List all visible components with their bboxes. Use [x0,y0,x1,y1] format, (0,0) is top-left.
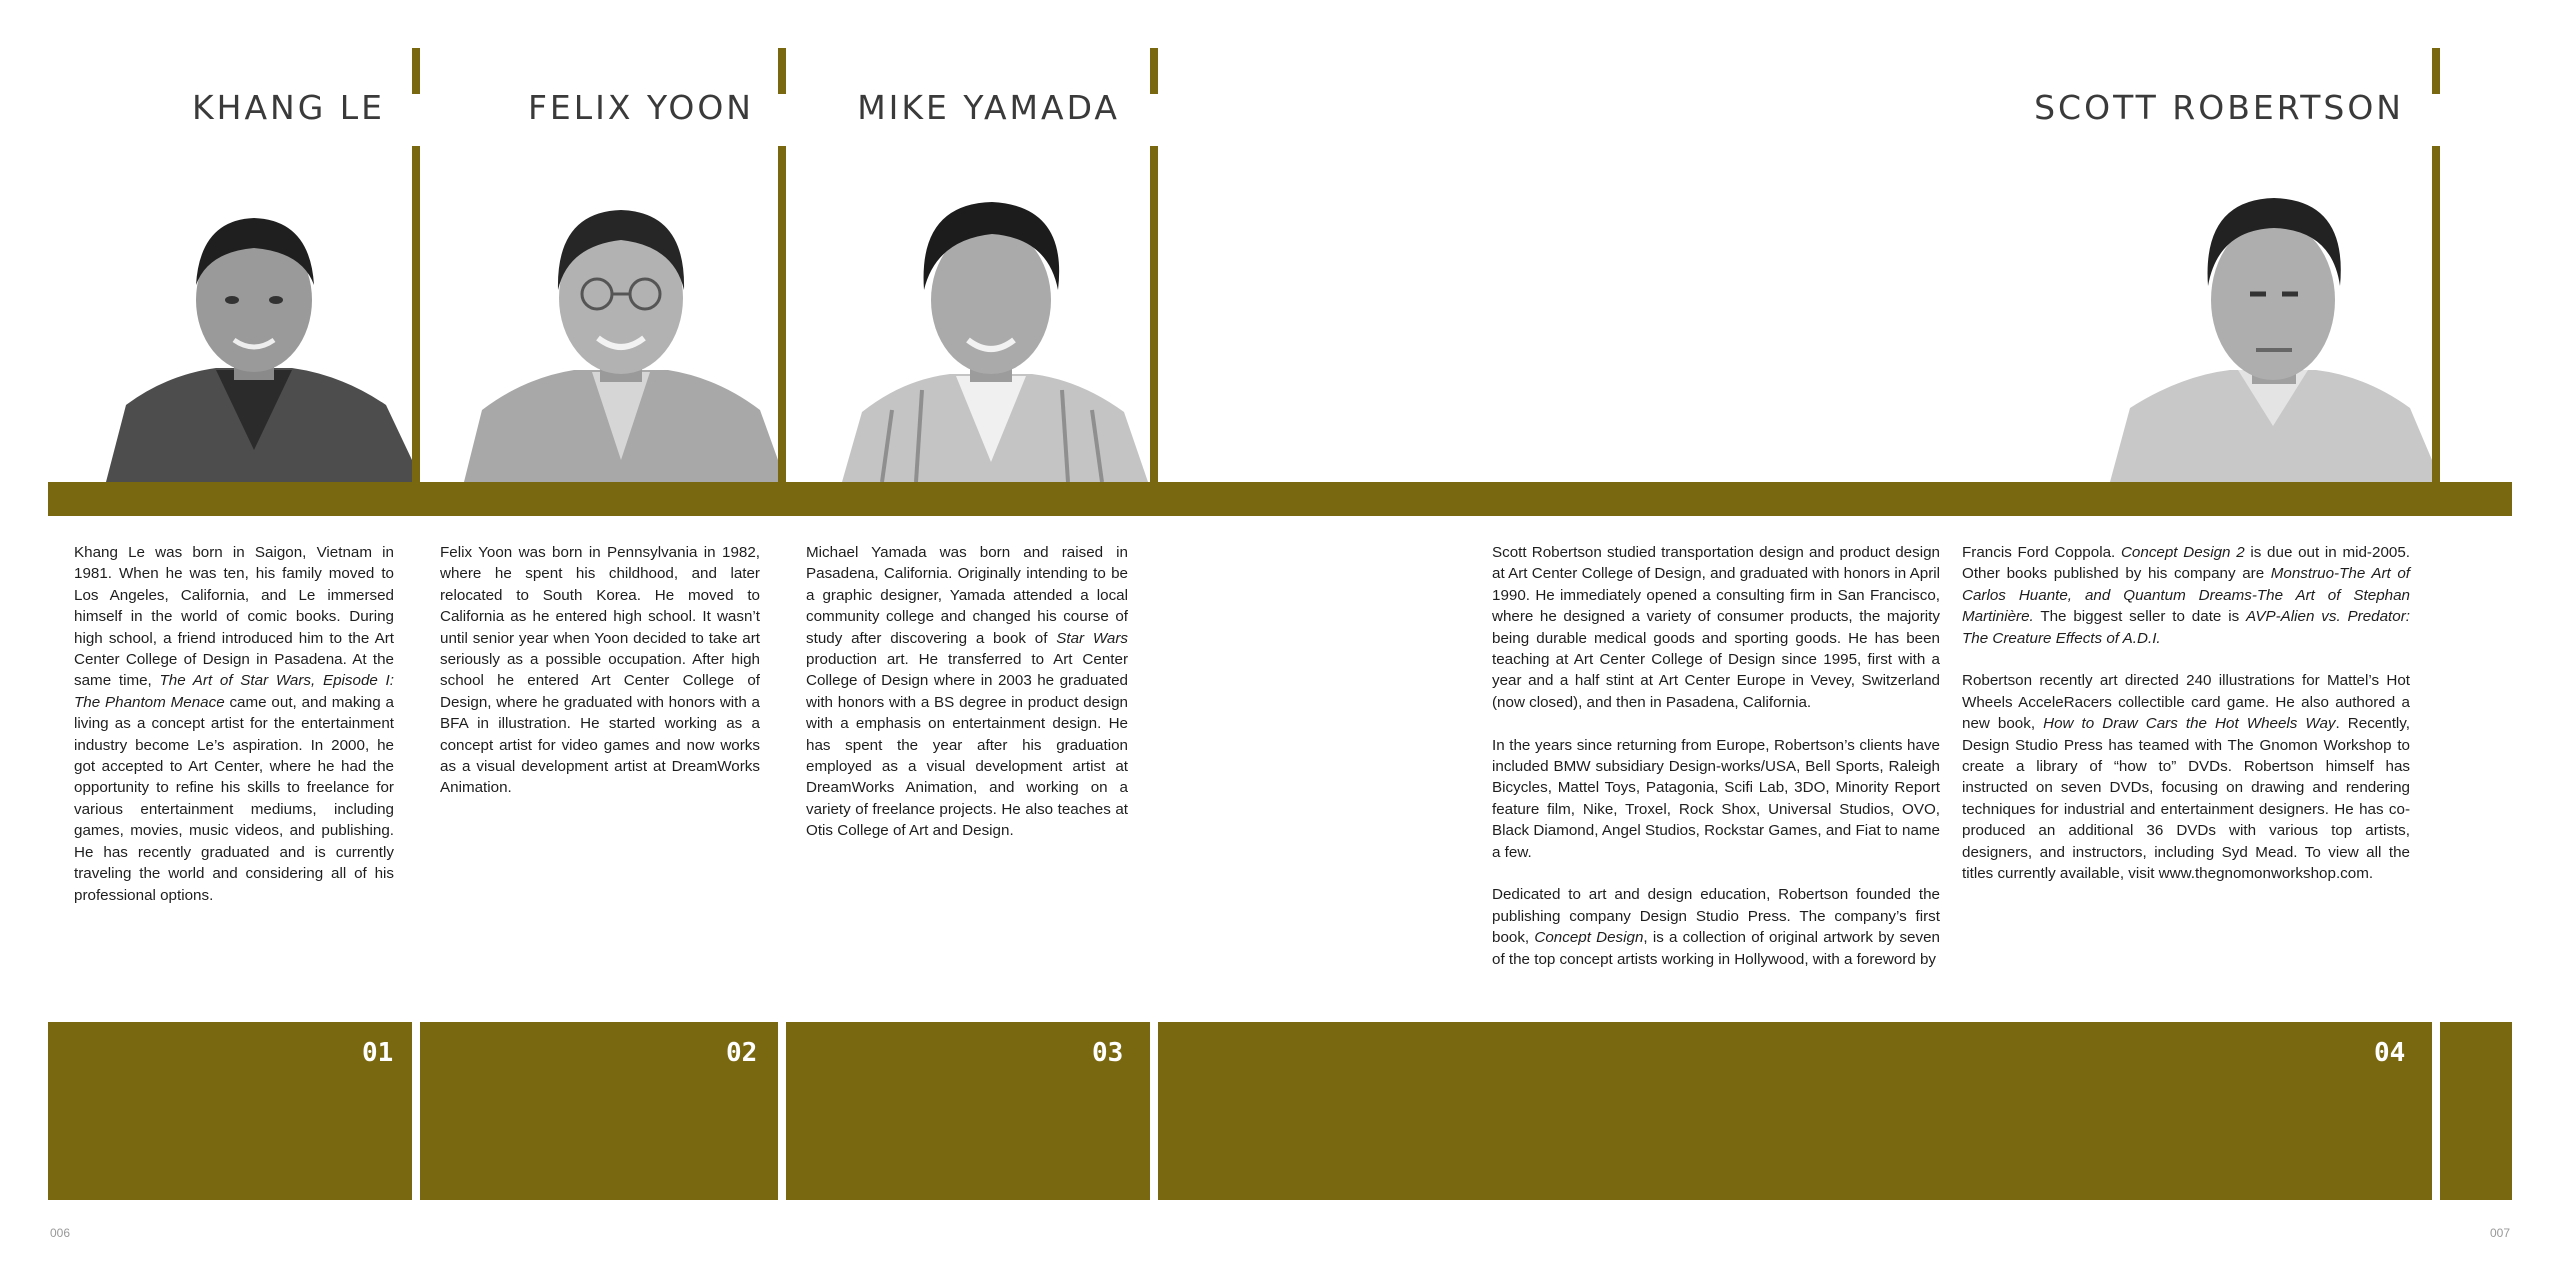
number-block-1 [48,1022,412,1200]
person-name: SCOTT ROBERTSON [2034,88,2404,127]
number-block-2 [420,1022,778,1200]
divider-bar-4-top [2432,48,2440,94]
section-number: 03 [1092,1038,1124,1068]
person-name: MIKE YAMADA [857,88,1120,127]
bio-paragraph: Khang Le was born in Saigon, Vietnam in 1981. When he was ten, his family moved to Los Angeles, California, and Le immersed himself in the world of comic books. During high school, a friend introduced him to the Art Center College of Design in Pasadena. At the same time, The Art of Star Wars, Episode I: The Phantom Menace came out, and making a living as a concept artist for the entertainment industry become Le’s aspiration. In 2000, he got accepted to Art Center, where he had the opportunity to refine his skills to freelance for various entertainment mediums, including games, movies, music videos, and publishing. He has recently graduated and is currently traveling the world and considering all of his professional options. [74,544,394,904]
portrait-felix-yoon [464,190,778,482]
divider-bar-1-top [412,48,420,94]
person-name: FELIX YOON [527,88,754,127]
divider-bar-4 [2432,146,2440,482]
section-number: 04 [2374,1038,2406,1068]
number-block-4 [1158,1022,2432,1200]
bio-felix-yoon [440,542,760,820]
person-name: KHANG LE [191,88,385,127]
section-number: 01 [362,1038,394,1068]
divider-bar-3-top [1150,48,1158,94]
bio-scott-robertson [1492,542,1940,991]
divider-bar-3 [1150,146,1158,482]
bio-paragraph: Robertson recently art directed 240 illustrations for Mattel’s Hot Wheels AcceleRacers collectible card game. He also authored a new book, How to Draw Cars the Hot Wheels Way. Recently, Design Studio Press has teamed with The Gnomon Workshop to create a library of “how to” DVDs. Robertson himself has instructed on seven DVDs, focusing on drawing and rendering techniques for industrial and entertainment designers. He has co-produced an additional 36 DVDs with various top artists, designers, and instructors, including Syd Mead. To view all the titles currently available, visit www.thegnomonworkshop.com. [1962,672,2410,883]
bio-paragraph: Scott Robertson studied transportation design and product design at Art Center College of Design, and graduated with honors in April 1990. He immediately opened a consulting firm in San Francisco, where he designed a variety of consumer products, the majority being durable medical goods and sporting goods. He has been teaching at Art Center College of Design since 1995, first with a year and a half stint at Art Center Europe in Vevey, Switzerland (now closed), and then in Pasadena, California. [1492,544,1940,711]
section-number: 02 [726,1038,758,1068]
portrait-khang-le [96,190,412,482]
bio-mike-yamada [806,542,1128,863]
horizontal-band [48,482,2512,516]
page-number-left: 006 [50,1226,71,1240]
bio-paragraph: In the years since returning from Europe, Robertson’s clients have included BMW subsidiary Design-works/USA, Bell Sports, Raleigh Bicycles, Mattel Toys, Patagonia, Scifi Lab, 3DO, Minority Report feature film, Nike, Troxel, Rock Shox, Universal Studios, OVO, Black Diamond, Angel Studios, Rockstar Games, and Fiat to name a few. [1492,736,1940,861]
divider-bar-2 [778,146,786,482]
bio-khang-le [74,542,394,927]
bio-paragraph: Felix Yoon was born in Pennsylvania in 1982, where he spent his childhood, and later relocated to South Korea. He moved to California as he entered high school. It wasn’t until senior year when Yoon decided to take art seriously as a possible occupation. After high school he entered Art Center College of Design, where he graduated with honors with a BFA in illustration. He started working as a concept artist for video games and now works as a visual development artist at DreamWorks Animation. [440,544,760,797]
portrait-mike-yamada [832,190,1150,482]
portrait-scott-robertson [2110,190,2432,482]
divider-bar-1 [412,146,420,482]
bio-paragraph: Francis Ford Coppola. Concept Design 2 is due out in mid-2005. Other books published by his company are Monstruo-The Art of Carlos Huante, and Quantum Dreams-The Art of Stephan Martinière. The biggest seller to date is AVP-Alien vs. Predator: The Creature Effects of A.D.I. [1962,544,2410,647]
bio-paragraph: Michael Yamada was born and raised in Pasadena, California. Originally intending to be a graphic designer, Yamada attended a local community college and changed his course of study after discovering a book of Star Wars production art. He transferred to Art Center College of Design where in 2003 he graduated with honors with a BS degree in product design with a emphasis on entertainment design. He has spent the year after his graduation employed as a visual development artist at DreamWorks Animation, and working on a variety of freelance projects. He also teaches at Otis College of Art and Design. [806,544,1129,840]
bio-paragraph: Dedicated to art and design education, Robertson founded the publishing company Design Studio Press. The company’s first book, Concept Design, is a collection of original artwork by seven of the top concept artists working in Hollywood, with a foreword by [1492,886,1940,968]
number-block-end [2440,1022,2512,1200]
divider-bar-2-top [778,48,786,94]
bio-scott-robertson-continued [1962,542,2410,906]
page-number-right: 007 [2489,1226,2510,1240]
